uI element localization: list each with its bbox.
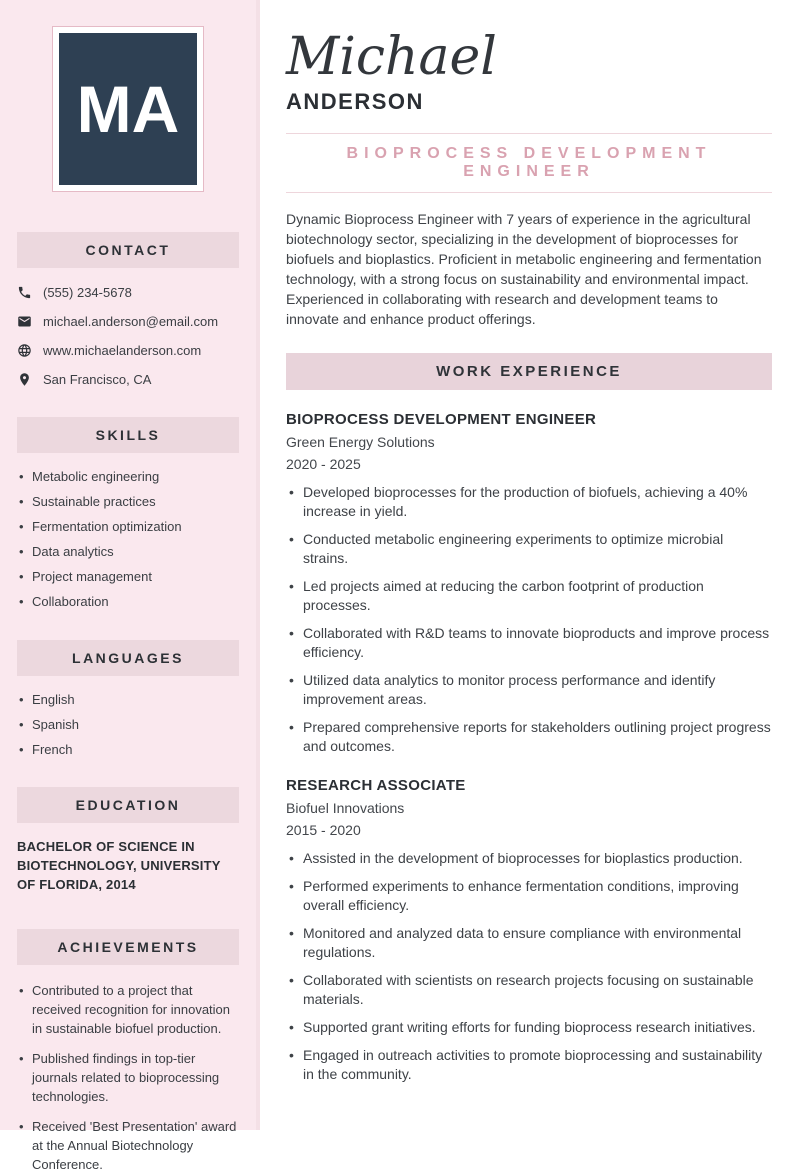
contact-list (17, 285, 239, 387)
contact-section (17, 232, 239, 387)
job-entry (286, 411, 772, 756)
achievement-item: • Received 'Best Presentation' award at the Annual Biotechnology Conference. (17, 1117, 239, 1174)
skills-section-header: SKILLS (17, 417, 239, 453)
contact-row-email (17, 314, 239, 329)
job-entry-company: Biofuel Innovations (286, 800, 405, 816)
contact-row-location (17, 372, 239, 387)
job-entry-dates: 2015 - 2020 (286, 822, 361, 838)
skills-list (17, 469, 239, 609)
job-bullet: • Developed bioprocesses for the production of biofuels, achieving a 40% increase in yield. (286, 483, 772, 521)
job-entry-title: BIOPROCESS DEVELOPMENT ENGINEER (286, 411, 597, 428)
email-icon (17, 314, 32, 329)
job-bullet: • Supported grant writing efforts for funding bioprocess research initiatives. (286, 1018, 772, 1037)
monogram-avatar: MA (59, 33, 197, 185)
skill-item: • Collaboration (17, 594, 239, 609)
job-entry (286, 777, 772, 1084)
contact-location-text: San Francisco, CA (43, 372, 152, 387)
contact-phone-text: (555) 234-5678 (43, 285, 132, 300)
contact-row-website (17, 343, 239, 358)
headline-block (286, 133, 772, 193)
job-bullet: • Collaborated with R&D teams to innovate bioproducts and improve process efficiency. (286, 624, 772, 662)
job-bullet: • Prepared comprehensive reports for stakeholders outlining project progress and outcomes. (286, 718, 772, 756)
main-content (260, 0, 800, 1130)
job-bullet: • Engaged in outreach activities to promote bioprocessing and sustainability in the community. (286, 1046, 772, 1084)
skill-item: • Sustainable practices (17, 494, 239, 509)
professional-summary: Dynamic Bioprocess Engineer with 7 years of experience in the agricultural biotechnology sector, specializing in the development of bioprocesses for biofuels and bioplastics. Proficient in metabolic engineering and fermentation technology, with a strong focus on sustainability and environmental impact. Experienced in collaborating with research and development teams to innovate and enhance product offerings. (286, 211, 762, 327)
location-icon (17, 372, 32, 387)
globe-icon (17, 343, 32, 358)
skill-item: • Data analytics (17, 544, 239, 559)
language-item: • Spanish (17, 717, 239, 732)
languages-list (17, 692, 239, 757)
achievements-section (17, 929, 239, 1174)
education-section-header: EDUCATION (17, 787, 239, 823)
job-bullet: • Collaborated with scientists on research projects focusing on sustainable materials. (286, 971, 772, 1009)
contact-email-text: michael.anderson@email.com (43, 314, 219, 329)
languages-section-header: LANGUAGES (17, 640, 239, 676)
job-entry-company: Green Energy Solutions (286, 434, 435, 450)
education-section (17, 787, 239, 894)
contact-section-header: CONTACT (17, 232, 239, 268)
job-entry-dates: 2020 - 2025 (286, 456, 361, 472)
contact-row-phone (17, 285, 239, 300)
achievements-section-header: ACHIEVEMENTS (17, 929, 239, 965)
achievement-item: • Published findings in top-tier journals related to bioprocessing technologies. (17, 1049, 239, 1106)
language-item: • English (17, 692, 239, 707)
achievement-item: • Contributed to a project that received recognition for innovation in sustainable biofuel production. (17, 981, 239, 1038)
job-bullet: • Led projects aimed at reducing the carbon footprint of production processes. (286, 577, 772, 615)
language-item: • French (17, 742, 239, 757)
contact-website-text: www.michaelanderson.com (43, 343, 202, 358)
jobs-list (286, 411, 772, 1084)
job-entry-title: RESEARCH ASSOCIATE (286, 777, 466, 794)
phone-icon (17, 285, 32, 300)
skill-item: • Project management (17, 569, 239, 584)
job-bullet-list (286, 483, 772, 756)
job-bullet: • Utilized data analytics to monitor process performance and identify improvement areas. (286, 671, 772, 709)
last-name: ANDERSON (286, 89, 424, 114)
job-bullet: • Assisted in the development of bioprocesses for bioplastics production. (286, 849, 772, 868)
skills-section (17, 417, 239, 609)
skill-item: • Fermentation optimization (17, 519, 239, 534)
sidebar (0, 0, 256, 1172)
achievements-list (17, 981, 239, 1174)
education-degree: BACHELOR OF SCIENCE IN BIOTECHNOLOGY, UNIVERSITY OF FLORIDA, 2014 (17, 839, 221, 892)
job-bullet: • Performed experiments to enhance fermentation conditions, improving overall efficiency. (286, 877, 772, 915)
job-headline: BIOPROCESS DEVELOPMENT ENGINEER (346, 145, 712, 180)
job-bullet-list (286, 849, 772, 1084)
skill-item: • Metabolic engineering (17, 469, 239, 484)
work-experience-banner: WORK EXPERIENCE (286, 353, 772, 390)
job-bullet: • Conducted metabolic engineering experiments to optimize microbial strains. (286, 530, 772, 568)
job-bullet: • Monitored and analyzed data to ensure compliance with environmental regulations. (286, 924, 772, 962)
languages-section (17, 640, 239, 757)
profile-photo-frame (52, 26, 204, 192)
first-name: Michael (286, 27, 497, 87)
